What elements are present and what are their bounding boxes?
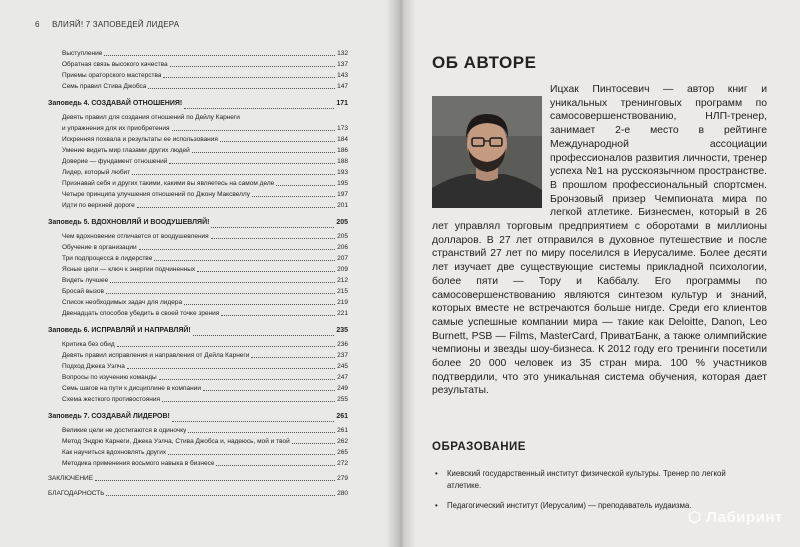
toc-entry-title: Семь шагов на пути к дисциплине в компании — [62, 385, 201, 392]
toc-entry-title: Вопросы по изучению команды — [62, 374, 157, 381]
toc-entry — [48, 200, 348, 211]
toc-entry-page: 262 — [337, 438, 348, 445]
toc-entry-title: Три подпроцесса в лидерстве — [62, 255, 153, 262]
toc-leader — [211, 227, 334, 228]
toc-leader — [184, 108, 334, 109]
toc-entry — [48, 264, 348, 275]
toc-entry-page: 272 — [337, 460, 348, 467]
toc-entry-title: Схема жесткого противостояния — [62, 396, 160, 403]
toc-entry — [48, 339, 348, 350]
toc-entry-page: 280 — [337, 490, 348, 497]
toc-entry-page: 186 — [337, 147, 348, 154]
toc-leader — [188, 432, 335, 433]
toc-entry — [48, 112, 348, 123]
toc-entry-page: 247 — [337, 374, 348, 381]
toc-entry — [48, 253, 348, 264]
toc-entry-title: Заповедь 7. СОЗДАВАЙ ЛИДЕРОВ! — [48, 413, 170, 420]
watermark-logo: ⬡ Лабиринт — [688, 509, 783, 526]
toc-leader — [211, 238, 335, 239]
toc-leader — [220, 141, 335, 142]
toc-entry — [48, 458, 348, 469]
toc-entry-title: Подход Джека Уэлча — [62, 363, 125, 370]
toc-entry-title: Заповедь 4. СОЗДАВАЙ ОТНОШЕНИЯ! — [48, 100, 183, 107]
toc-entry — [48, 447, 348, 458]
toc-entry — [48, 178, 348, 189]
toc-entry-title: Девять правил исправления и направления от Дейла Карнеги — [62, 352, 250, 359]
toc-entry-title: Методика применения восьмого навыка в бизнесе — [62, 460, 215, 467]
toc-entry — [48, 473, 348, 484]
toc-leader — [117, 346, 335, 347]
toc-entry-title: Обратная связь высокого качества — [62, 61, 168, 68]
toc-entry — [48, 286, 348, 297]
toc-leader — [276, 185, 335, 186]
toc-entry-page: 147 — [337, 83, 348, 90]
toc-entry-page: 212 — [337, 277, 348, 284]
toc-entry-page: 265 — [337, 449, 348, 456]
toc-entry-page: 205 — [336, 219, 348, 226]
toc-leader — [292, 443, 335, 444]
toc-entry-page: 137 — [337, 61, 348, 68]
toc-entry — [48, 134, 348, 145]
toc-entry-page: 188 — [337, 158, 348, 165]
toc-entry-page: 143 — [337, 72, 348, 79]
toc-entry — [48, 231, 348, 242]
toc-entry-title: Бросай вызов — [62, 288, 104, 295]
toc-entry-page: 207 — [337, 255, 348, 262]
toc-leader — [197, 271, 335, 272]
toc-entry-title: Великие цели не достигаются в одиночку — [62, 427, 187, 434]
toc-entry — [48, 308, 348, 319]
toc-entry-title: Лидер, который любит — [62, 169, 131, 176]
toc-leader — [139, 249, 335, 250]
toc-entry-title: Умение видеть мир глазами других людей — [62, 147, 190, 154]
toc-leader — [221, 315, 335, 316]
toc-entry-title: Ясные цели — ключ к энергии подчиненных — [62, 266, 196, 273]
toc-entry — [48, 275, 348, 286]
toc-leader — [132, 174, 335, 175]
toc-chapter — [48, 409, 348, 425]
toc-leader — [137, 207, 335, 208]
toc-entry — [48, 394, 348, 405]
toc-leader — [170, 66, 336, 67]
toc-entry-title: Как научиться вдохновлять других — [62, 449, 167, 456]
toc-entry — [48, 488, 348, 499]
toc-entry-title: Критика без обид — [62, 341, 115, 348]
toc-entry-title: Обучение в организации — [62, 244, 137, 251]
toc-entry-page: 237 — [337, 352, 348, 359]
toc-entry — [48, 436, 348, 447]
toc-leader — [252, 196, 335, 197]
toc-leader — [127, 368, 335, 369]
toc-entry-page: 236 — [337, 341, 348, 348]
toc-entry-page: 215 — [337, 288, 348, 295]
toc-entry-page: 205 — [337, 233, 348, 240]
toc-leader — [203, 390, 335, 391]
toc-leader — [95, 480, 335, 481]
page-number: 6 — [35, 20, 40, 29]
table-of-contents — [48, 48, 348, 499]
toc-entry-title: Двенадцать способов убедить в своей точке зрения — [62, 310, 220, 317]
toc-leader — [148, 88, 335, 89]
education-item — [435, 468, 755, 492]
about-author-heading: ОБ АВТОРЕ — [432, 53, 537, 72]
toc-entry-page: 255 — [337, 396, 348, 403]
toc-leader — [162, 401, 335, 402]
book-gutter — [386, 0, 416, 547]
toc-entry-page: 279 — [337, 475, 348, 482]
toc-entry-title: Доверие — фундамент отношений — [62, 158, 168, 165]
toc-leader — [106, 495, 335, 496]
toc-entry-title: Семь правил Стива Джобса — [62, 83, 147, 90]
toc-entry-title: Девять правил для создания отношений по Дейлу Карнеги — [62, 114, 240, 121]
toc-entry-page: 221 — [337, 310, 348, 317]
toc-entry-page: 245 — [337, 363, 348, 370]
toc-entry-page: 261 — [337, 427, 348, 434]
toc-entry-page: 235 — [336, 327, 348, 334]
toc-entry-title: Выступление — [62, 50, 103, 57]
toc-entry-page: 197 — [337, 191, 348, 198]
watermark-text: Лабиринт — [706, 509, 783, 526]
bio-text: Ицхак Пинтосевич — автор книг и уникальных тренинговых программ по самосовершенствованию, НЛП-тренер, занимает 2-е место в рейтинге Международной ассоциации профессионалов развития личности, тренер успеха №1 на русскоязычном пространстве. В прошлом профессиональный спортсмен. Бронзовый призер Чемпионата мира по легкой атлетике. Бизнесмен, который в 26 лет управлял торговым предприятием с оборотами в миллионы долларов. В 27 лет отправился в духовное путешествие и после странствий 27 лет по миру поселился в Иерусалиме. Более десяти лет изучает две существующие системы прикладной психологии, более пяти — Тору и Каббалу. Его программы по самосовершенствованию являются синтезом культур и знаний, которых вместе не встречаются больше нигде. Среди его клиентов самые успешные компании мира — такие как Deloitte, Danon, Leo Burnett, PSB — Films, MasterCard, ПриватБанк, а также олимпийские чемпионы и звезды шоу-бизнеса. К 2012 году его тренинги посетили более 20 000 человек из 35 стран мира. 100 % участников подтвердили, что это уникальная система обучения, которая дает результаты. — [432, 84, 767, 397]
education-text: Киевский государственный институт физической культуры. Тренер по легкой атлетике. — [447, 469, 726, 490]
toc-leader — [154, 260, 335, 261]
toc-leader — [163, 77, 335, 78]
toc-entry-page: 195 — [337, 180, 348, 187]
toc-entry-title: ЗАКЛЮЧЕНИЕ — [48, 475, 94, 482]
toc-entry — [48, 372, 348, 383]
toc-entry-title: Список необходимых задач для лидера — [62, 299, 183, 306]
toc-leader — [172, 130, 336, 131]
toc-entry-title: Заповедь 6. ИСПРАВЛЯЙ И НАПРАВЛЯЙ! — [48, 327, 191, 334]
toc-entry — [48, 361, 348, 372]
toc-leader — [159, 379, 335, 380]
toc-entry-title: Искренняя похвала и результаты ее использования — [62, 136, 218, 143]
toc-leader — [172, 421, 334, 422]
toc-leader — [106, 293, 335, 294]
education-text: Педагогический институт (Иерусалим) — преподаватель иудаизма. — [447, 501, 692, 510]
education-heading: ОБРАЗОВАНИЕ — [432, 441, 526, 453]
toc-leader — [216, 465, 335, 466]
toc-entry-title: БЛАГОДАРНОСТЬ — [48, 490, 105, 497]
toc-chapter — [48, 215, 348, 231]
bullet-icon: • — [435, 469, 438, 478]
toc-entry-page: 261 — [336, 413, 348, 420]
toc-entry — [48, 48, 348, 59]
toc-leader — [110, 282, 335, 283]
toc-entry — [48, 59, 348, 70]
toc-entry-page: 249 — [337, 385, 348, 392]
toc-entry-title: Приемы ораторского мастерства — [62, 72, 162, 79]
toc-entry — [48, 383, 348, 394]
toc-entry-page: 206 — [337, 244, 348, 251]
toc-leader — [251, 357, 335, 358]
toc-entry-title: Заповедь 5. ВДОХНОВЛЯЙ И ВООДУШЕВЛЯЙ! — [48, 219, 210, 226]
book-title: ВЛИЯЙ! 7 ЗАПОВЕДЕЙ ЛИДЕРА — [52, 20, 180, 29]
toc-entry-page: 171 — [336, 100, 348, 107]
toc-entry-title: Признавай себя и других такими, какими вы являетесь на самом деле — [62, 180, 275, 187]
toc-entry — [48, 145, 348, 156]
toc-entry-page: 193 — [337, 169, 348, 176]
toc-entry-page: 173 — [337, 125, 348, 132]
toc-chapter — [48, 96, 348, 112]
toc-entry — [48, 81, 348, 92]
toc-entry-title: Идти по верхней дороге — [62, 202, 135, 209]
toc-entry-title: Чем вдохновение отличается от воодушевления — [62, 233, 209, 240]
toc-leader — [192, 152, 335, 153]
toc-entry — [48, 189, 348, 200]
toc-leader — [169, 163, 335, 164]
toc-leader — [193, 335, 335, 336]
toc-entry — [48, 425, 348, 436]
toc-leader — [168, 454, 335, 455]
photo-spacer — [432, 83, 550, 209]
toc-entry — [48, 123, 348, 134]
toc-leader — [184, 304, 335, 305]
toc-entry-title: Видеть лучшее — [62, 277, 109, 284]
toc-entry — [48, 167, 348, 178]
author-bio — [432, 83, 767, 398]
toc-chapter — [48, 323, 348, 339]
toc-entry — [48, 350, 348, 361]
bullet-icon: • — [435, 501, 438, 510]
toc-entry-page: 201 — [337, 202, 348, 209]
toc-entry — [48, 156, 348, 167]
toc-entry-page: 209 — [337, 266, 348, 273]
toc-entry-title: Метод Эндрю Карнеги, Джека Уэлча, Стива Джобса и, надеюсь, мой и твой — [62, 438, 290, 445]
toc-leader — [104, 55, 335, 56]
toc-entry-title: и упражнения для их приобретения — [62, 125, 170, 132]
toc-entry-page: 132 — [337, 50, 348, 57]
toc-entry-page: 219 — [337, 299, 348, 306]
toc-entry — [48, 70, 348, 81]
running-head — [35, 20, 179, 29]
toc-entry — [48, 242, 348, 253]
toc-entry-title: Четыре принципа улучшения отношений по Джону Максвеллу — [62, 191, 250, 198]
toc-entry-page: 184 — [337, 136, 348, 143]
toc-entry — [48, 297, 348, 308]
